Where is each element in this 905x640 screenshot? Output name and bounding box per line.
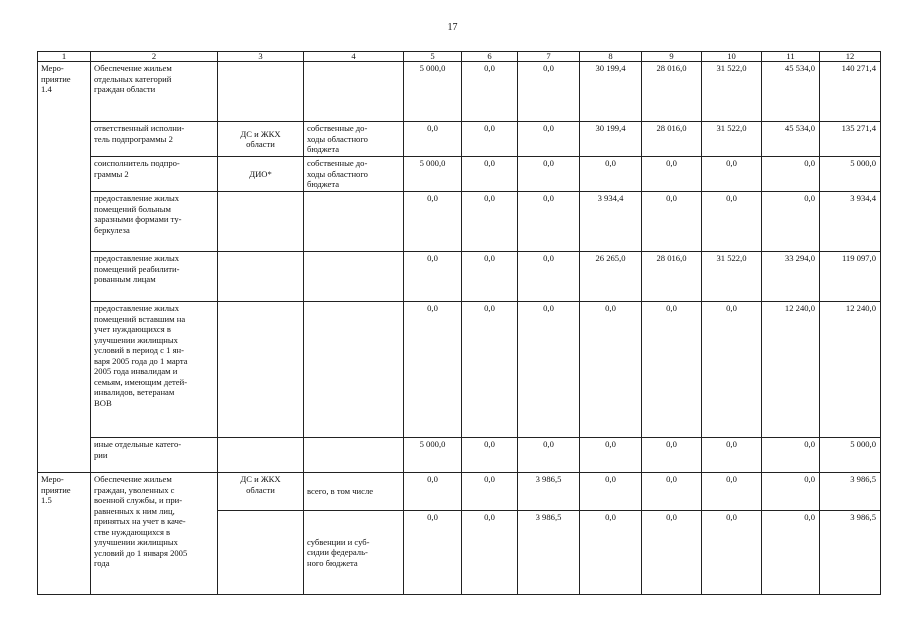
value-cell: 0,0 <box>404 122 462 157</box>
budget-table <box>37 51 881 595</box>
value-cell: 0,0 <box>580 511 642 595</box>
funding-source-cell <box>304 252 404 302</box>
measure-name-cell: Обеспечение жильем отдельных категорий граждан области <box>91 62 218 122</box>
value-cell: 0,0 <box>642 511 702 595</box>
value-cell: 30 199,4 <box>580 62 642 122</box>
table-row <box>38 157 881 192</box>
value-cell: 26 265,0 <box>580 252 642 302</box>
value-cell: 5 000,0 <box>404 157 462 192</box>
column-number: 5 <box>404 52 462 62</box>
table-row <box>38 192 881 252</box>
value-cell: 0,0 <box>462 473 518 511</box>
column-number: 6 <box>462 52 518 62</box>
table-row <box>38 438 881 473</box>
measure-name-cell: иные отдельные катего- рии <box>91 438 218 473</box>
funding-source-cell: собственные до- ходы областного бюджета <box>304 122 404 157</box>
value-cell: 135 271,4 <box>820 122 881 157</box>
funding-source-cell: собственные до- ходы областного бюджета <box>304 157 404 192</box>
value-cell: 0,0 <box>702 511 762 595</box>
value-cell: 0,0 <box>702 302 762 438</box>
value-cell: 28 016,0 <box>642 62 702 122</box>
value-cell: 31 522,0 <box>702 62 762 122</box>
value-cell: 28 016,0 <box>642 252 702 302</box>
value-cell: 3 934,4 <box>580 192 642 252</box>
value-cell: 0,0 <box>642 192 702 252</box>
column-number-row <box>38 52 881 62</box>
value-cell: 45 534,0 <box>762 122 820 157</box>
value-cell: 0,0 <box>518 192 580 252</box>
value-cell: 0,0 <box>702 438 762 473</box>
table-row <box>38 252 881 302</box>
value-cell: 0,0 <box>462 252 518 302</box>
value-cell: 0,0 <box>518 62 580 122</box>
value-cell: 0,0 <box>702 157 762 192</box>
value-cell: 0,0 <box>462 438 518 473</box>
table-row <box>38 122 881 157</box>
executor-cell <box>218 511 304 595</box>
funding-source-cell <box>304 302 404 438</box>
measure-name-cell: ответственный исполни- тель подпрограммы 2 <box>91 122 218 157</box>
executor-cell <box>218 438 304 473</box>
column-number: 10 <box>702 52 762 62</box>
value-cell: 0,0 <box>642 438 702 473</box>
value-cell: 31 522,0 <box>702 252 762 302</box>
column-number: 3 <box>218 52 304 62</box>
measure-label: Меро- приятие 1.4 <box>38 62 91 473</box>
value-cell: 0,0 <box>518 438 580 473</box>
value-cell: 0,0 <box>580 157 642 192</box>
value-cell: 0,0 <box>462 192 518 252</box>
value-cell: 30 199,4 <box>580 122 642 157</box>
value-cell: 0,0 <box>518 122 580 157</box>
value-cell: 3 986,5 <box>820 511 881 595</box>
value-cell: 0,0 <box>762 438 820 473</box>
column-number: 7 <box>518 52 580 62</box>
value-cell: 0,0 <box>404 192 462 252</box>
value-cell: 0,0 <box>702 192 762 252</box>
value-cell: 0,0 <box>462 302 518 438</box>
table-row <box>38 302 881 438</box>
executor-cell <box>218 62 304 122</box>
executor-cell: ДС и ЖКХ области <box>218 473 304 511</box>
funding-source-cell <box>304 438 404 473</box>
value-cell: 0,0 <box>462 122 518 157</box>
value-cell: 0,0 <box>404 302 462 438</box>
measure-name-cell: соисполнитель подпро- граммы 2 <box>91 157 218 192</box>
value-cell: 5 000,0 <box>820 157 881 192</box>
value-cell: 28 016,0 <box>642 122 702 157</box>
value-cell: 0,0 <box>518 252 580 302</box>
table-row <box>38 62 881 122</box>
funding-source-cell <box>304 192 404 252</box>
value-cell: 140 271,4 <box>820 62 881 122</box>
value-cell: 0,0 <box>642 473 702 511</box>
value-cell: 0,0 <box>580 473 642 511</box>
value-cell: 3 986,5 <box>518 511 580 595</box>
value-cell: 5 000,0 <box>404 62 462 122</box>
value-cell: 0,0 <box>762 157 820 192</box>
executor-cell <box>218 192 304 252</box>
measure-name-cell: предоставление жилых помещений реабилити- рованным лицам <box>91 252 218 302</box>
value-cell: 0,0 <box>642 302 702 438</box>
column-number: 9 <box>642 52 702 62</box>
value-cell: 0,0 <box>580 438 642 473</box>
value-cell: 0,0 <box>762 511 820 595</box>
funding-source-cell: субвенции и суб- сидии федераль- ного бюджета <box>304 511 404 595</box>
value-cell: 0,0 <box>404 473 462 511</box>
value-cell: 0,0 <box>762 192 820 252</box>
value-cell: 0,0 <box>404 252 462 302</box>
table-row <box>38 473 881 511</box>
column-number: 2 <box>91 52 218 62</box>
measure-name-cell: предоставление жилых помещений вставшим на учет нуждающихся в улучшении жилищных условий в период с 1 ян- варя 2005 года до 1 марта 2005 года инвалидам и семьям, имеющим детей- инвалидов, ветеранам ВОВ <box>91 302 218 438</box>
value-cell: 5 000,0 <box>404 438 462 473</box>
value-cell: 45 534,0 <box>762 62 820 122</box>
value-cell: 3 934,4 <box>820 192 881 252</box>
value-cell: 0,0 <box>702 473 762 511</box>
column-number: 8 <box>580 52 642 62</box>
value-cell: 0,0 <box>462 62 518 122</box>
value-cell: 12 240,0 <box>820 302 881 438</box>
page-number: 17 <box>447 22 458 33</box>
funding-source-cell <box>304 62 404 122</box>
value-cell: 31 522,0 <box>702 122 762 157</box>
value-cell: 0,0 <box>404 511 462 595</box>
value-cell: 0,0 <box>518 157 580 192</box>
value-cell: 0,0 <box>462 511 518 595</box>
value-cell: 3 986,5 <box>518 473 580 511</box>
value-cell: 0,0 <box>642 157 702 192</box>
column-number: 12 <box>820 52 881 62</box>
funding-source-cell: всего, в том числе <box>304 473 404 511</box>
value-cell: 5 000,0 <box>820 438 881 473</box>
executor-cell <box>218 302 304 438</box>
executor-cell: ДС и ЖКХ области <box>218 122 304 157</box>
measure-name-cell: предоставление жилых помещений больным заразными формами ту- беркулеза <box>91 192 218 252</box>
value-cell: 12 240,0 <box>762 302 820 438</box>
value-cell: 0,0 <box>580 302 642 438</box>
value-cell: 0,0 <box>762 473 820 511</box>
executor-cell <box>218 252 304 302</box>
value-cell: 0,0 <box>518 302 580 438</box>
column-number: 1 <box>38 52 91 62</box>
executor-cell: ДИО* <box>218 157 304 192</box>
measure-label: Меро- приятие 1.5 <box>38 473 91 595</box>
column-number: 11 <box>762 52 820 62</box>
value-cell: 0,0 <box>462 157 518 192</box>
value-cell: 33 294,0 <box>762 252 820 302</box>
value-cell: 3 986,5 <box>820 473 881 511</box>
value-cell: 119 097,0 <box>820 252 881 302</box>
measure-name-cell: Обеспечение жильем граждан, уволенных с военной службы, и при- равненных к ним лиц, принятых на учет в каче- стве нуждающихся в улучшении жилищных условий до 1 января 2005 года <box>91 473 218 595</box>
column-number: 4 <box>304 52 404 62</box>
